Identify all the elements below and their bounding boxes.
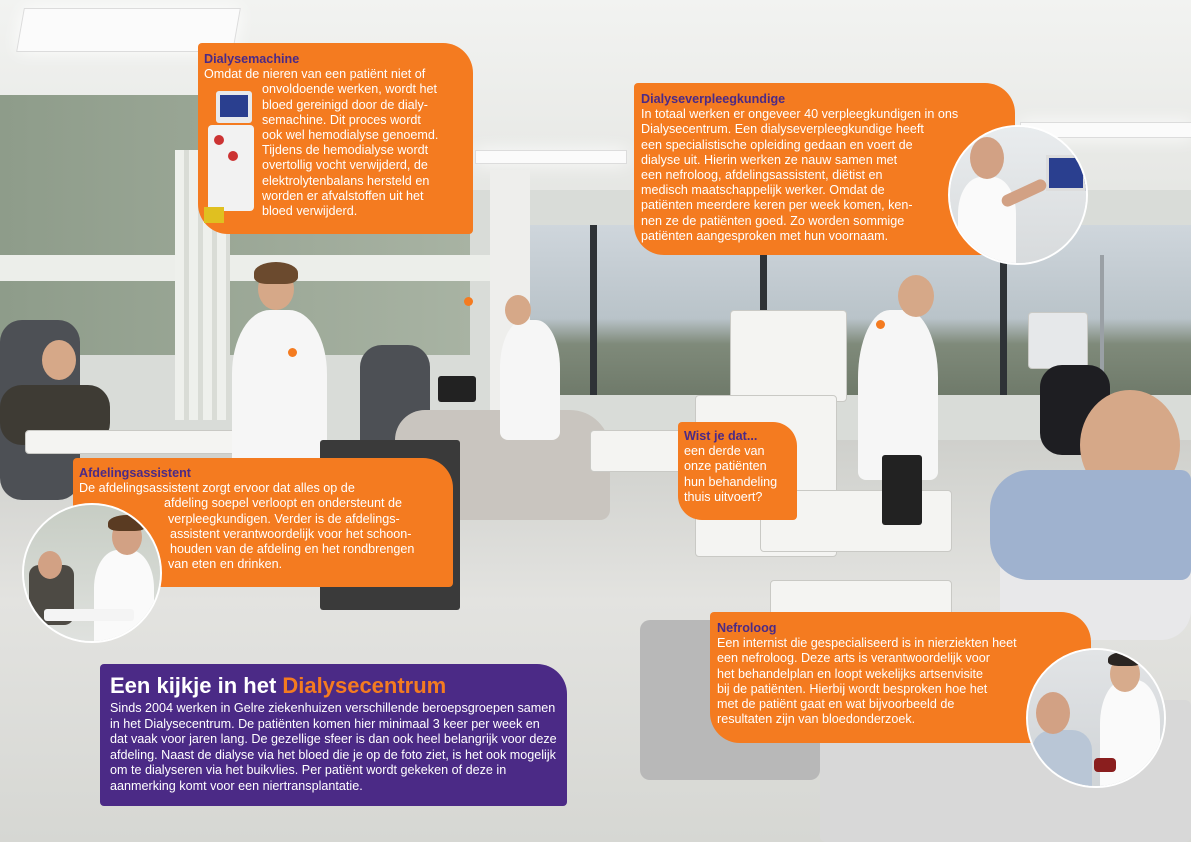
marker-dot (464, 297, 473, 306)
nurse-portrait-photo (948, 125, 1088, 265)
callout-line: bloed verwijderd. (262, 204, 358, 219)
nurse (500, 320, 560, 440)
callout-line: De afdelingsassistent zorgt ervoor dat alles op de (79, 481, 355, 496)
assistant-portrait-photo (22, 503, 162, 643)
callout-line: bloed gereinigd door de dialy- (262, 97, 428, 112)
callout-line: bij de patiënten. Hierbij wordt besproken hoe het (717, 681, 988, 696)
patient-shirt (990, 470, 1191, 580)
callout-line: met de patiënt gaat en wat bijvoorbeeld de (717, 697, 955, 712)
callout-line: Omdat de nieren van een patiënt niet of (204, 67, 426, 82)
callout-title: Afdelingsassistent (79, 466, 191, 480)
callout-line: Een internist die gespecialiseerd is in nierziekten heet (717, 636, 1017, 651)
callout-line: van eten en drinken. (168, 557, 283, 572)
tablet (882, 455, 922, 525)
intro-box (100, 664, 567, 806)
callout-line: Tijdens de hemodialyse wordt (262, 143, 429, 158)
nephrologist-portrait-photo (1026, 648, 1166, 788)
callout-line: overtollig vocht verwijderd, de (262, 158, 428, 173)
callout-line: houden van de afdeling en het rondbrengen (170, 542, 415, 557)
callout-line: patiënten aangesproken met hun voornaam. (641, 228, 889, 243)
callout-dialysemachine (198, 43, 473, 234)
callout-line: medisch maatschappelijk werker. Omdat de (641, 183, 885, 198)
tablet (438, 376, 476, 402)
intro-title-plain: Een kijkje in het (110, 673, 283, 698)
callout-line: een derde van (684, 444, 765, 459)
intro-body: Sinds 2004 werken in Gelre ziekenhuizen verschillende beroepsgroepen samen in het Dialysecentrum. De patiënten komen hier minimaal 3 keer per week en dat vaak voor jaren lang. De gezellige sfeer is dan ook heel belangrijk voor deze afdeling. Naast de dialyse via het bloed die je op de foto ziet, is het ook mogelijk om te dialyseren via het buikvlies. Per patiënt wordt gekeken of deze in aanmerking komt voor een niertransplantatie. (110, 701, 557, 793)
callout-title: Dialyseverpleegkundige (641, 92, 786, 106)
intro-title-highlight: Dialysecentrum (282, 673, 447, 698)
ceiling-light (475, 150, 627, 164)
marker-dot (876, 320, 885, 329)
callout-line: afdeling soepel verloopt en ondersteunt de (164, 496, 403, 511)
callout-line: onvoldoende werken, wordt het (262, 82, 438, 97)
window-frame (590, 225, 597, 395)
intro-title (110, 674, 557, 698)
callout-line: resultaten zijn van bloedonderzoek. (717, 712, 916, 727)
callout-line: nen ze de patiënten goed. Zo worden sommige (641, 213, 905, 228)
sink-cabinet (730, 310, 847, 402)
callout-line: een nefroloog, afdelingsassistent, diëtist en (641, 168, 883, 183)
dialysis-machine-image (204, 91, 254, 231)
callout-line: verpleegkundigen. Verder is de afdelings- (168, 511, 400, 526)
callout-line: Dialysecentrum. Een dialyseverpleegkundige heeft (641, 122, 924, 137)
nurse-hair (254, 262, 298, 284)
dialysis-machine (1028, 312, 1088, 369)
callout-title: Nefroloog (717, 621, 777, 635)
callout-line: dialyse uit. Hierin werken ze nauw samen met (641, 152, 898, 167)
callout-line: hun behandeling (684, 474, 778, 489)
callout-line: elektrolytenbalans hersteld en (262, 173, 430, 188)
callout-title: Dialysemachine (204, 52, 300, 66)
callout-title: Wist je dat... (684, 429, 758, 443)
callout-line: ook wel hemodialyse genoemd. (262, 128, 439, 143)
nurse (232, 310, 327, 470)
callout-line: worden er afvalstoffen uit het (262, 188, 424, 203)
callout-line: patiënten meerdere keren per week komen, ken- (641, 198, 913, 213)
callout-line: semachine. Dit proces wordt (262, 112, 421, 127)
callout-wist-je-dat (678, 422, 797, 520)
callout-line: een specialistische opleiding gedaan en voert de (641, 137, 913, 152)
table (25, 430, 262, 454)
callout-line: assistent verantwoordelijk voor het schoon- (170, 526, 412, 541)
radiator (590, 430, 682, 472)
callout-line: onze patiënten (684, 459, 767, 474)
callout-line: een nefroloog. Deze arts is verantwoordelijk voor (717, 651, 991, 666)
nurse-head (898, 275, 934, 317)
nurse-head (505, 295, 531, 325)
patient-head (42, 340, 76, 380)
callout-line: thuis uitvoert? (684, 489, 763, 504)
marker-dot (288, 348, 297, 357)
callout-line: In totaal werken er ongeveer 40 verpleegkundigen in ons (641, 107, 959, 122)
callout-line: het behandelplan en loopt wekelijks artsenvisite (717, 666, 984, 681)
